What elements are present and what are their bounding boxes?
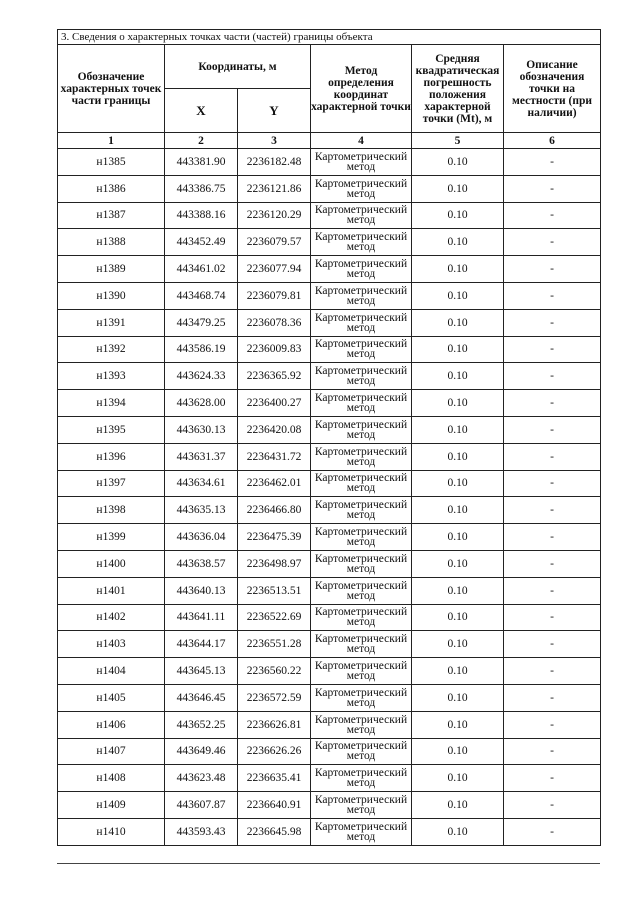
point-name: н1390 — [58, 282, 165, 309]
table-row — [58, 336, 601, 363]
description-cell: - — [504, 577, 601, 604]
accuracy-cell: 0.10 — [412, 524, 504, 551]
table-row — [58, 470, 601, 497]
accuracy-cell: 0.10 — [412, 550, 504, 577]
table-row — [58, 175, 601, 202]
coord-y: 2236400.27 — [238, 390, 311, 417]
coord-y: 2236560.22 — [238, 658, 311, 685]
point-name: н1396 — [58, 443, 165, 470]
coord-y: 2236498.97 — [238, 550, 311, 577]
description-cell: - — [504, 524, 601, 551]
coord-y: 2236466.80 — [238, 497, 311, 524]
point-name: н1406 — [58, 711, 165, 738]
accuracy-cell: 0.10 — [412, 711, 504, 738]
coord-y: 2236182.48 — [238, 149, 311, 176]
method-cell: Картометрический метод — [311, 282, 412, 309]
method-cell: Картометрический метод — [311, 202, 412, 229]
coord-y: 2236626.81 — [238, 711, 311, 738]
accuracy-cell: 0.10 — [412, 390, 504, 417]
coord-x: 443623.48 — [165, 765, 238, 792]
coord-y: 2236365.92 — [238, 363, 311, 390]
accuracy-cell: 0.10 — [412, 658, 504, 685]
coord-y: 2236420.08 — [238, 416, 311, 443]
method-cell: Картометрический метод — [311, 309, 412, 336]
point-name: н1394 — [58, 390, 165, 417]
coord-x: 443630.13 — [165, 416, 238, 443]
method-cell: Картометрический метод — [311, 765, 412, 792]
point-name: н1398 — [58, 497, 165, 524]
method-cell: Картометрический метод — [311, 604, 412, 631]
section-title-row — [58, 30, 601, 45]
description-cell: - — [504, 390, 601, 417]
point-name: н1393 — [58, 363, 165, 390]
coord-y: 2236079.81 — [238, 282, 311, 309]
method-cell: Картометрический метод — [311, 792, 412, 819]
method-cell: Картометрический метод — [311, 336, 412, 363]
point-name: н1387 — [58, 202, 165, 229]
coord-x: 443635.13 — [165, 497, 238, 524]
description-cell: - — [504, 818, 601, 845]
coord-x: 443461.02 — [165, 256, 238, 283]
description-cell: - — [504, 604, 601, 631]
point-name: н1405 — [58, 684, 165, 711]
coord-x: 443641.11 — [165, 604, 238, 631]
point-name: н1389 — [58, 256, 165, 283]
boundary-points-table — [57, 29, 601, 846]
column-number: 2 — [165, 133, 238, 149]
coord-x: 443634.61 — [165, 470, 238, 497]
table-row — [58, 550, 601, 577]
accuracy-cell: 0.10 — [412, 282, 504, 309]
method-cell: Картометрический метод — [311, 470, 412, 497]
description-cell: - — [504, 363, 601, 390]
coord-y: 2236522.69 — [238, 604, 311, 631]
coord-x: 443593.43 — [165, 818, 238, 845]
footer-divider — [57, 863, 600, 864]
coord-y: 2236009.83 — [238, 336, 311, 363]
table-row — [58, 149, 601, 176]
coord-y: 2236513.51 — [238, 577, 311, 604]
point-name: н1399 — [58, 524, 165, 551]
description-cell: - — [504, 256, 601, 283]
column-number: 1 — [58, 133, 165, 149]
description-cell: - — [504, 738, 601, 765]
coord-x: 443645.13 — [165, 658, 238, 685]
table-row — [58, 604, 601, 631]
coord-y: 2236079.57 — [238, 229, 311, 256]
point-name: н1402 — [58, 604, 165, 631]
coord-y: 2236431.72 — [238, 443, 311, 470]
column-numbers-row — [58, 133, 601, 149]
coord-y: 2236462.01 — [238, 470, 311, 497]
point-name: н1392 — [58, 336, 165, 363]
column-number: 3 — [238, 133, 311, 149]
method-cell: Картометрический метод — [311, 149, 412, 176]
point-name: н1404 — [58, 658, 165, 685]
description-cell: - — [504, 631, 601, 658]
point-name: н1409 — [58, 792, 165, 819]
coord-x: 443631.37 — [165, 443, 238, 470]
coord-x: 443646.45 — [165, 684, 238, 711]
column-number: 5 — [412, 133, 504, 149]
accuracy-cell: 0.10 — [412, 416, 504, 443]
method-cell: Картометрический метод — [311, 497, 412, 524]
table-row — [58, 818, 601, 845]
coord-x: 443636.04 — [165, 524, 238, 551]
document-sheet — [57, 29, 600, 846]
point-name: н1385 — [58, 149, 165, 176]
table-row — [58, 202, 601, 229]
description-cell: - — [504, 175, 601, 202]
coord-y: 2236475.39 — [238, 524, 311, 551]
coord-x: 443638.57 — [165, 550, 238, 577]
accuracy-cell: 0.10 — [412, 309, 504, 336]
table-row — [58, 658, 601, 685]
method-cell: Картометрический метод — [311, 818, 412, 845]
header-designation: Обозначение характерных точек части границы — [58, 45, 165, 133]
point-name: н1408 — [58, 765, 165, 792]
table-row — [58, 711, 601, 738]
point-name: н1401 — [58, 577, 165, 604]
coord-y: 2236077.94 — [238, 256, 311, 283]
point-name: н1388 — [58, 229, 165, 256]
table-row — [58, 577, 601, 604]
method-cell: Картометрический метод — [311, 550, 412, 577]
accuracy-cell: 0.10 — [412, 738, 504, 765]
header-method: Метод определения координат характерной точки — [311, 45, 412, 133]
accuracy-cell: 0.10 — [412, 175, 504, 202]
coord-x: 443607.87 — [165, 792, 238, 819]
section-title: 3. Сведения о характерных точках части (частей) границы объекта — [58, 30, 601, 45]
description-cell: - — [504, 443, 601, 470]
accuracy-cell: 0.10 — [412, 229, 504, 256]
point-name: н1391 — [58, 309, 165, 336]
accuracy-cell: 0.10 — [412, 818, 504, 845]
method-cell: Картометрический метод — [311, 175, 412, 202]
header-description: Описание обозначения точки на местности (при наличии) — [504, 45, 601, 133]
method-cell: Картометрический метод — [311, 416, 412, 443]
point-name: н1410 — [58, 818, 165, 845]
description-cell: - — [504, 497, 601, 524]
coord-x: 443649.46 — [165, 738, 238, 765]
accuracy-cell: 0.10 — [412, 363, 504, 390]
table-row — [58, 738, 601, 765]
accuracy-cell: 0.10 — [412, 149, 504, 176]
accuracy-cell: 0.10 — [412, 792, 504, 819]
point-name: н1397 — [58, 470, 165, 497]
header-x: X — [165, 89, 238, 133]
coord-x: 443388.16 — [165, 202, 238, 229]
coord-x: 443628.00 — [165, 390, 238, 417]
coord-y: 2236120.29 — [238, 202, 311, 229]
table-row — [58, 416, 601, 443]
description-cell: - — [504, 202, 601, 229]
table-row — [58, 229, 601, 256]
table-row — [58, 390, 601, 417]
header-accuracy: Средняя квадратическая погрешность положения характерной точки (Mt), м — [412, 45, 504, 133]
description-cell: - — [504, 282, 601, 309]
method-cell: Картометрический метод — [311, 229, 412, 256]
table-row — [58, 282, 601, 309]
point-name: н1407 — [58, 738, 165, 765]
accuracy-cell: 0.10 — [412, 470, 504, 497]
description-cell: - — [504, 470, 601, 497]
method-cell: Картометрический метод — [311, 390, 412, 417]
description-cell: - — [504, 416, 601, 443]
accuracy-cell: 0.10 — [412, 604, 504, 631]
coord-y: 2236078.36 — [238, 309, 311, 336]
coord-y: 2236635.41 — [238, 765, 311, 792]
accuracy-cell: 0.10 — [412, 443, 504, 470]
description-cell: - — [504, 229, 601, 256]
table-body — [58, 149, 601, 846]
header-row-1 — [58, 45, 601, 89]
method-cell: Картометрический метод — [311, 684, 412, 711]
header-y: Y — [238, 89, 311, 133]
coord-x: 443644.17 — [165, 631, 238, 658]
table-row — [58, 363, 601, 390]
accuracy-cell: 0.10 — [412, 202, 504, 229]
description-cell: - — [504, 149, 601, 176]
accuracy-cell: 0.10 — [412, 256, 504, 283]
coord-x: 443452.49 — [165, 229, 238, 256]
method-cell: Картометрический метод — [311, 738, 412, 765]
coord-y: 2236121.86 — [238, 175, 311, 202]
description-cell: - — [504, 658, 601, 685]
point-name: н1395 — [58, 416, 165, 443]
description-cell: - — [504, 550, 601, 577]
coord-x: 443381.90 — [165, 149, 238, 176]
description-cell: - — [504, 792, 601, 819]
accuracy-cell: 0.10 — [412, 497, 504, 524]
table-row — [58, 309, 601, 336]
table-row — [58, 443, 601, 470]
coord-y: 2236626.26 — [238, 738, 311, 765]
column-number: 4 — [311, 133, 412, 149]
accuracy-cell: 0.10 — [412, 631, 504, 658]
accuracy-cell: 0.10 — [412, 765, 504, 792]
method-cell: Картометрический метод — [311, 631, 412, 658]
table-row — [58, 792, 601, 819]
coord-x: 443386.75 — [165, 175, 238, 202]
coord-y: 2236645.98 — [238, 818, 311, 845]
accuracy-cell: 0.10 — [412, 336, 504, 363]
method-cell: Картометрический метод — [311, 363, 412, 390]
coord-x: 443586.19 — [165, 336, 238, 363]
coord-y: 2236551.28 — [238, 631, 311, 658]
table-row — [58, 524, 601, 551]
description-cell: - — [504, 309, 601, 336]
method-cell: Картометрический метод — [311, 524, 412, 551]
method-cell: Картометрический метод — [311, 658, 412, 685]
accuracy-cell: 0.10 — [412, 577, 504, 604]
point-name: н1403 — [58, 631, 165, 658]
table-row — [58, 765, 601, 792]
description-cell: - — [504, 711, 601, 738]
coord-x: 443624.33 — [165, 363, 238, 390]
coord-y: 2236640.91 — [238, 792, 311, 819]
coord-x: 443652.25 — [165, 711, 238, 738]
accuracy-cell: 0.10 — [412, 684, 504, 711]
table-row — [58, 684, 601, 711]
method-cell: Картометрический метод — [311, 443, 412, 470]
method-cell: Картометрический метод — [311, 256, 412, 283]
description-cell: - — [504, 336, 601, 363]
table-row — [58, 497, 601, 524]
description-cell: - — [504, 684, 601, 711]
table-row — [58, 631, 601, 658]
header-coordinates: Координаты, м — [165, 45, 311, 89]
coord-x: 443479.25 — [165, 309, 238, 336]
column-number: 6 — [504, 133, 601, 149]
point-name: н1386 — [58, 175, 165, 202]
method-cell: Картометрический метод — [311, 577, 412, 604]
coord-y: 2236572.59 — [238, 684, 311, 711]
point-name: н1400 — [58, 550, 165, 577]
method-cell: Картометрический метод — [311, 711, 412, 738]
description-cell: - — [504, 765, 601, 792]
table-row — [58, 256, 601, 283]
coord-x: 443640.13 — [165, 577, 238, 604]
coord-x: 443468.74 — [165, 282, 238, 309]
